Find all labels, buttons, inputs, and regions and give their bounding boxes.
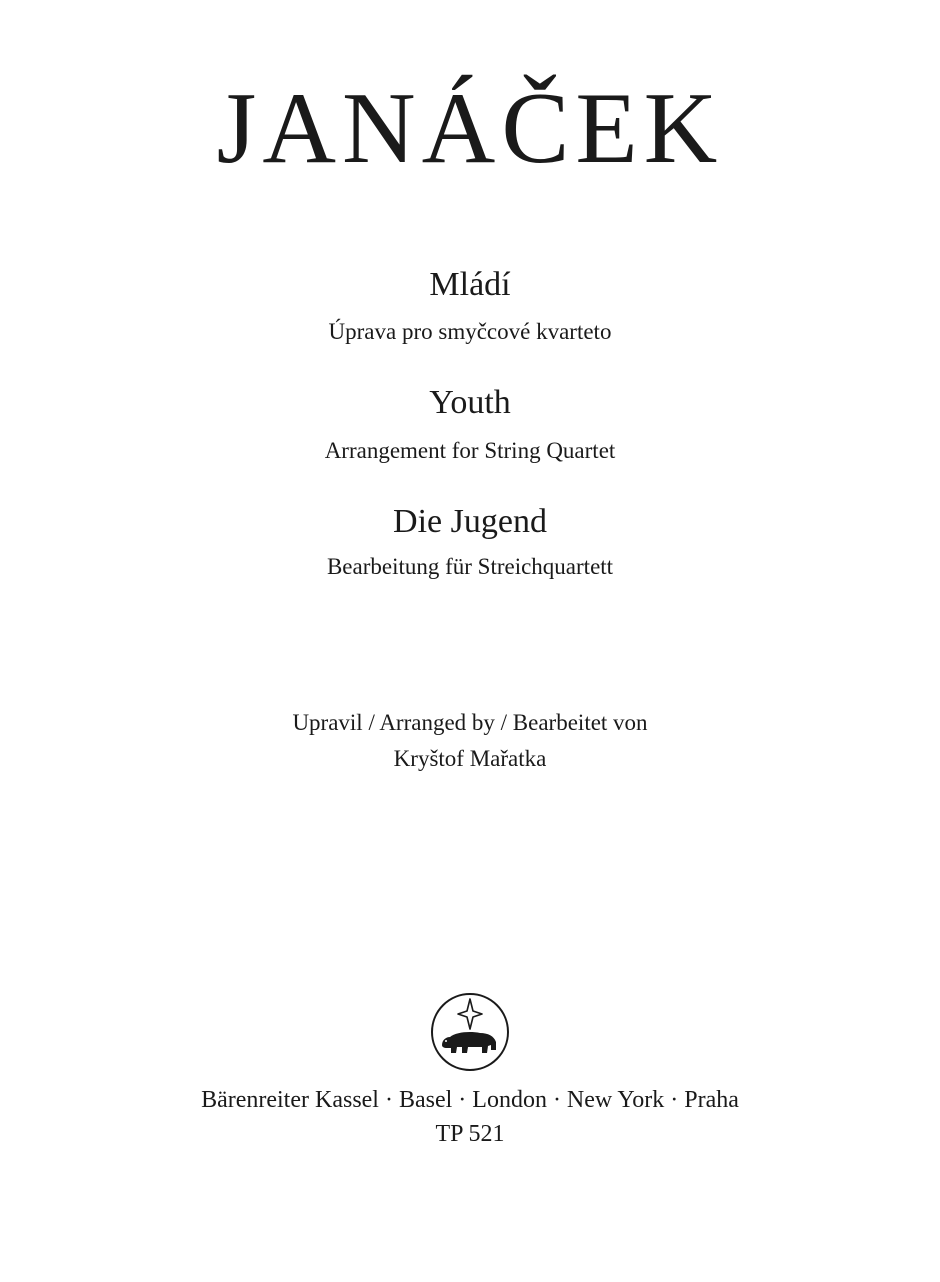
arranger-name: Kryštof Mařatka: [393, 746, 547, 771]
subtitle-english: Arrangement for String Quartet: [324, 438, 616, 463]
publisher-logo-icon: [430, 992, 510, 1072]
publisher-imprint: Bärenreiter Kassel · Basel · London · New York · Praha: [201, 1087, 739, 1113]
catalog-number: TP 521: [435, 1121, 505, 1147]
subtitle-czech: Úprava pro smyčcové kvarteto: [328, 319, 612, 344]
title-german: Die Jugend: [393, 503, 547, 540]
title-czech: Mládí: [429, 266, 511, 303]
arranger-label: Upravil / Arranged by / Bearbeitet von: [292, 710, 648, 735]
subtitle-german: Bearbeitung für Streichquartett: [326, 554, 614, 579]
composer-name: JANÁČEK: [216, 72, 724, 185]
title-english: Youth: [429, 384, 511, 421]
